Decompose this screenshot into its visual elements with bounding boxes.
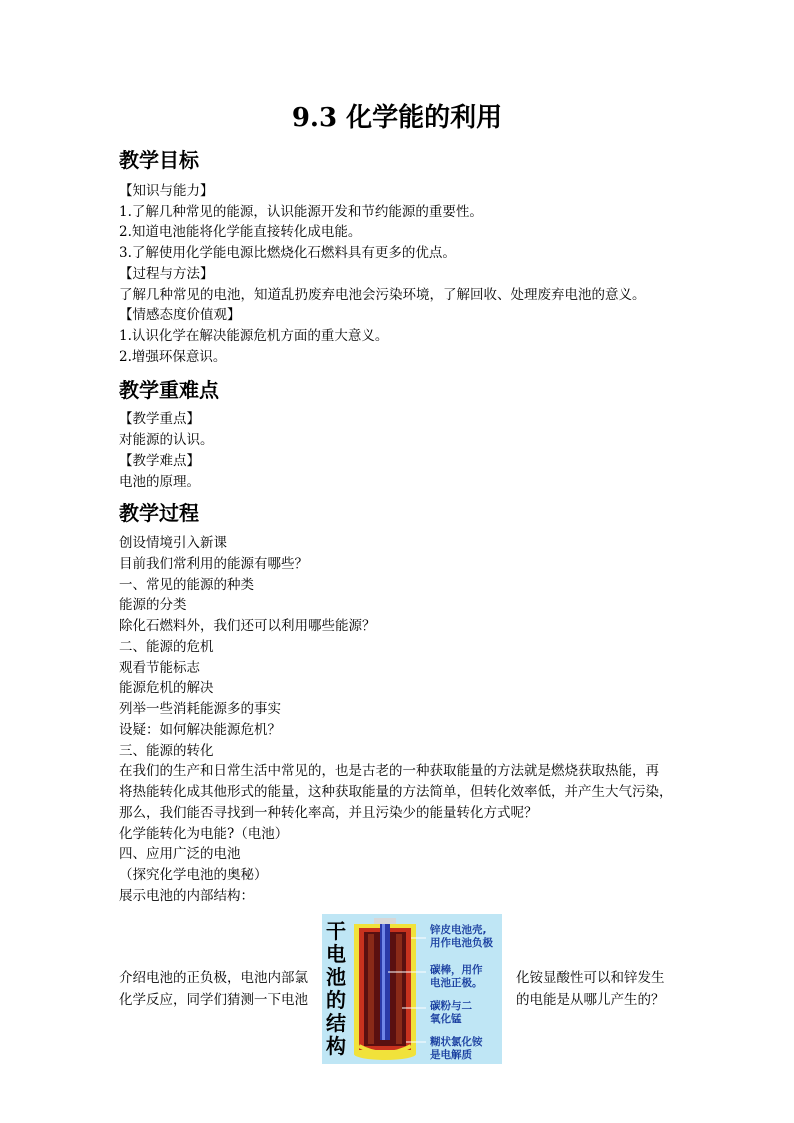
label-zinc-line-2: 用作电池负极 (430, 937, 493, 949)
text-line: 设疑：如何解决能源危机？ (119, 721, 281, 738)
text-line: 【教学重点】 (119, 411, 200, 427)
text-line: 3.了解使用化学能电源比燃烧化石燃料具有更多的优点。 (119, 245, 456, 262)
closing-right-line-2: 的电能是从哪儿产生的？ (516, 992, 665, 1008)
label-zinc-case (430, 924, 493, 950)
text-line: 二、能源的危机 (119, 638, 214, 655)
closing-left-line-1: 介绍电池的正负极，电池内部氯 (119, 970, 308, 986)
text-line: 目前我们常利用的能源有哪些？ (119, 555, 308, 572)
text-line: 1.认识化学在解决能源危机方面的重大意义。 (119, 327, 389, 344)
text-line: 【过程与方法】 (119, 265, 214, 282)
stripe-right (396, 934, 402, 1044)
figure-title-char: 池 (326, 965, 346, 989)
text-line: 展示电池的内部结构： (119, 887, 254, 904)
label-carbon-line-2: 电池正极。 (430, 977, 483, 989)
page-title: 9.3 化学能的利用 (291, 103, 503, 133)
text-line: 观看节能标志 (119, 659, 200, 676)
label-carbon-powder (430, 1000, 472, 1026)
closing-left-line-2: 化学反应，同学们猜测一下电池 (119, 992, 308, 1008)
figure-title-char: 结 (326, 1011, 346, 1035)
closing-right-line-1: 化铵显酸性可以和锌发生 (516, 970, 665, 986)
heading-process: 教学过程 (119, 501, 199, 525)
label-carbon-rod (430, 964, 483, 990)
text-line: 2.增强环保意识。 (119, 348, 227, 365)
text-line: 电池的原理。 (119, 474, 200, 490)
label-electrolyte-paste (430, 1036, 483, 1062)
text-line: 对能源的认识。 (119, 432, 214, 448)
stripe-left (368, 934, 374, 1044)
text-line: 创设情境引入新课 (119, 535, 227, 551)
text-line: 在我们的生产和日常生活中常见的，也是古老的一种获取能量的方法就是燃烧获取热能，再 (119, 763, 659, 780)
text-line: 【情感态度价值观】 (119, 307, 241, 324)
heading-objectives: 教学目标 (119, 148, 199, 172)
text-line: 2.知道电池能将化学能直接转化成电能。 (119, 224, 362, 241)
text-line: 【教学难点】 (119, 453, 200, 469)
top-cap-shape (374, 918, 396, 924)
label-powder-line-1: 碳粉与二 (430, 1000, 472, 1012)
label-carbon-line-1: 碳棒，用作 (430, 964, 483, 976)
figure-title-char: 的 (326, 988, 346, 1012)
figure-title-char: 电 (326, 942, 346, 966)
heading-keypoints: 教学重难点 (119, 378, 219, 402)
text-line: 能源危机的解决 (119, 680, 214, 697)
text-line: 【知识与能力】 (119, 183, 214, 199)
carbon-rod-highlight (382, 922, 385, 1040)
dry-battery-figure (322, 914, 502, 1064)
figure-title (324, 920, 348, 1058)
label-paste-line-2: 是电解质 (430, 1049, 472, 1061)
label-powder-line-2: 氧化锰 (430, 1013, 462, 1025)
text-line: 四、应用广泛的电池 (119, 846, 241, 863)
text-line: （探究化学电池的奥秘） (119, 867, 268, 883)
text-line: 一、常见的能源的种类 (119, 576, 254, 593)
text-line: 1.了解几种常见的能源，认识能源开发和节约能源的重要性。 (119, 203, 483, 220)
text-line: 三、能源的转化 (119, 742, 214, 759)
text-line: 列举一些消耗能源多的事实 (119, 701, 281, 717)
figure-title-char: 干 (326, 919, 346, 943)
figure-title-char: 构 (326, 1034, 346, 1058)
text-line: 将热能转化成其他形式的能量，这种获取能量的方法简单，但转化效率低，并产生大气污染， (119, 784, 673, 800)
label-paste-line-1: 糊状氯化铵 (430, 1036, 483, 1048)
text-line: 了解几种常见的电池，知道乱扔废弃电池会污染环境，了解回收、处理废弃电池的意义。 (119, 286, 646, 303)
text-line: 能源的分类 (119, 597, 187, 614)
text-line: 除化石燃料外，我们还可以利用哪些能源？ (119, 618, 376, 634)
text-line: 化学能转化为电能?（电池） (119, 825, 289, 842)
label-zinc-line-1: 锌皮电池壳, (430, 924, 487, 936)
text-line: 那么，我们能否寻找到一种转化率高，并且污染少的能量转化方式呢？ (119, 804, 538, 821)
